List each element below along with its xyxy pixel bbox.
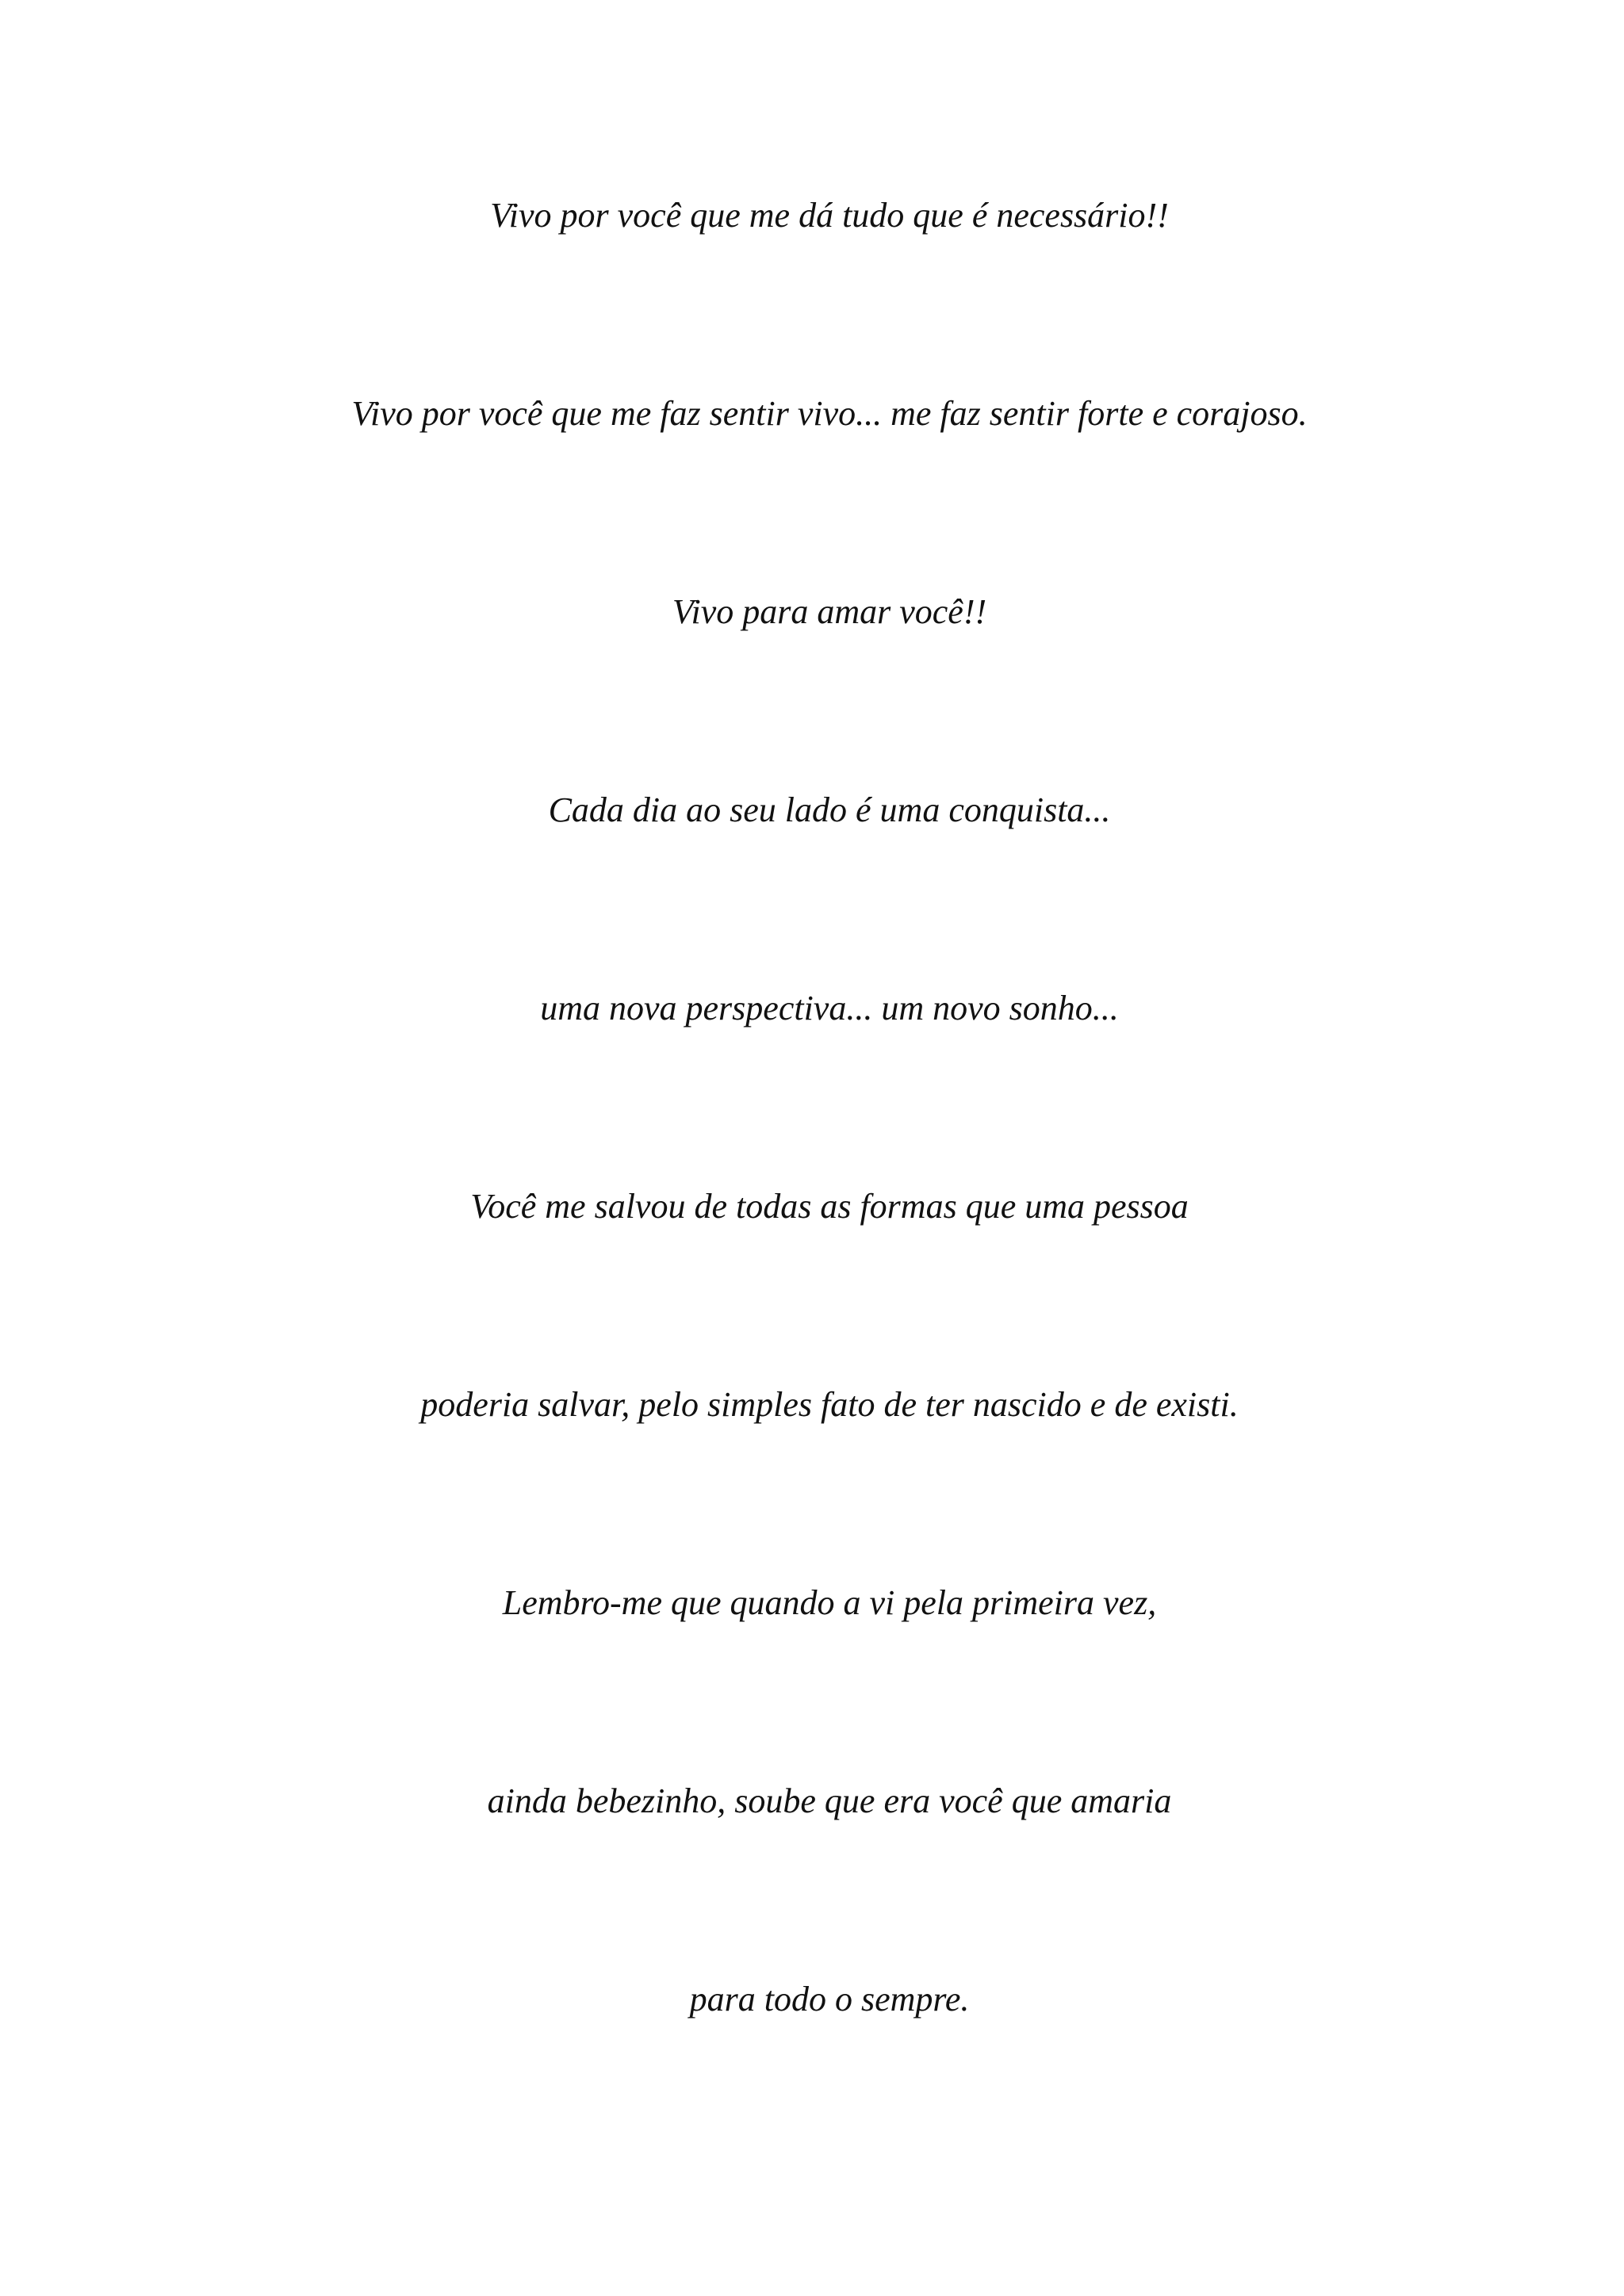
poem-line-3: Vivo para amar você!!: [672, 592, 987, 631]
poem-line-10: para todo o sempre.: [689, 1980, 970, 2019]
poem-line-9: ainda bebezinho, soube que era você que amaria: [487, 1781, 1172, 1820]
poem-line-5: uma nova perspectiva... um novo sonho...: [540, 989, 1119, 1027]
poem-line-6: Você me salvou de todas as formas que uma pessoa: [470, 1187, 1189, 1226]
poem-line-1: Vivo por você que me dá tudo que é necessário!!: [490, 196, 1169, 235]
poem-line-8: Lembro-me que quando a vi pela primeira vez,: [502, 1583, 1157, 1622]
poem-line-2: Vivo por você que me faz sentir vivo... me faz sentir forte e corajoso.: [351, 394, 1308, 433]
poem-line-7: poderia salvar, pelo simples fato de ter nascido e de existi.: [420, 1385, 1239, 1424]
poem-line-4: Cada dia ao seu lado é uma conquista...: [548, 790, 1111, 829]
